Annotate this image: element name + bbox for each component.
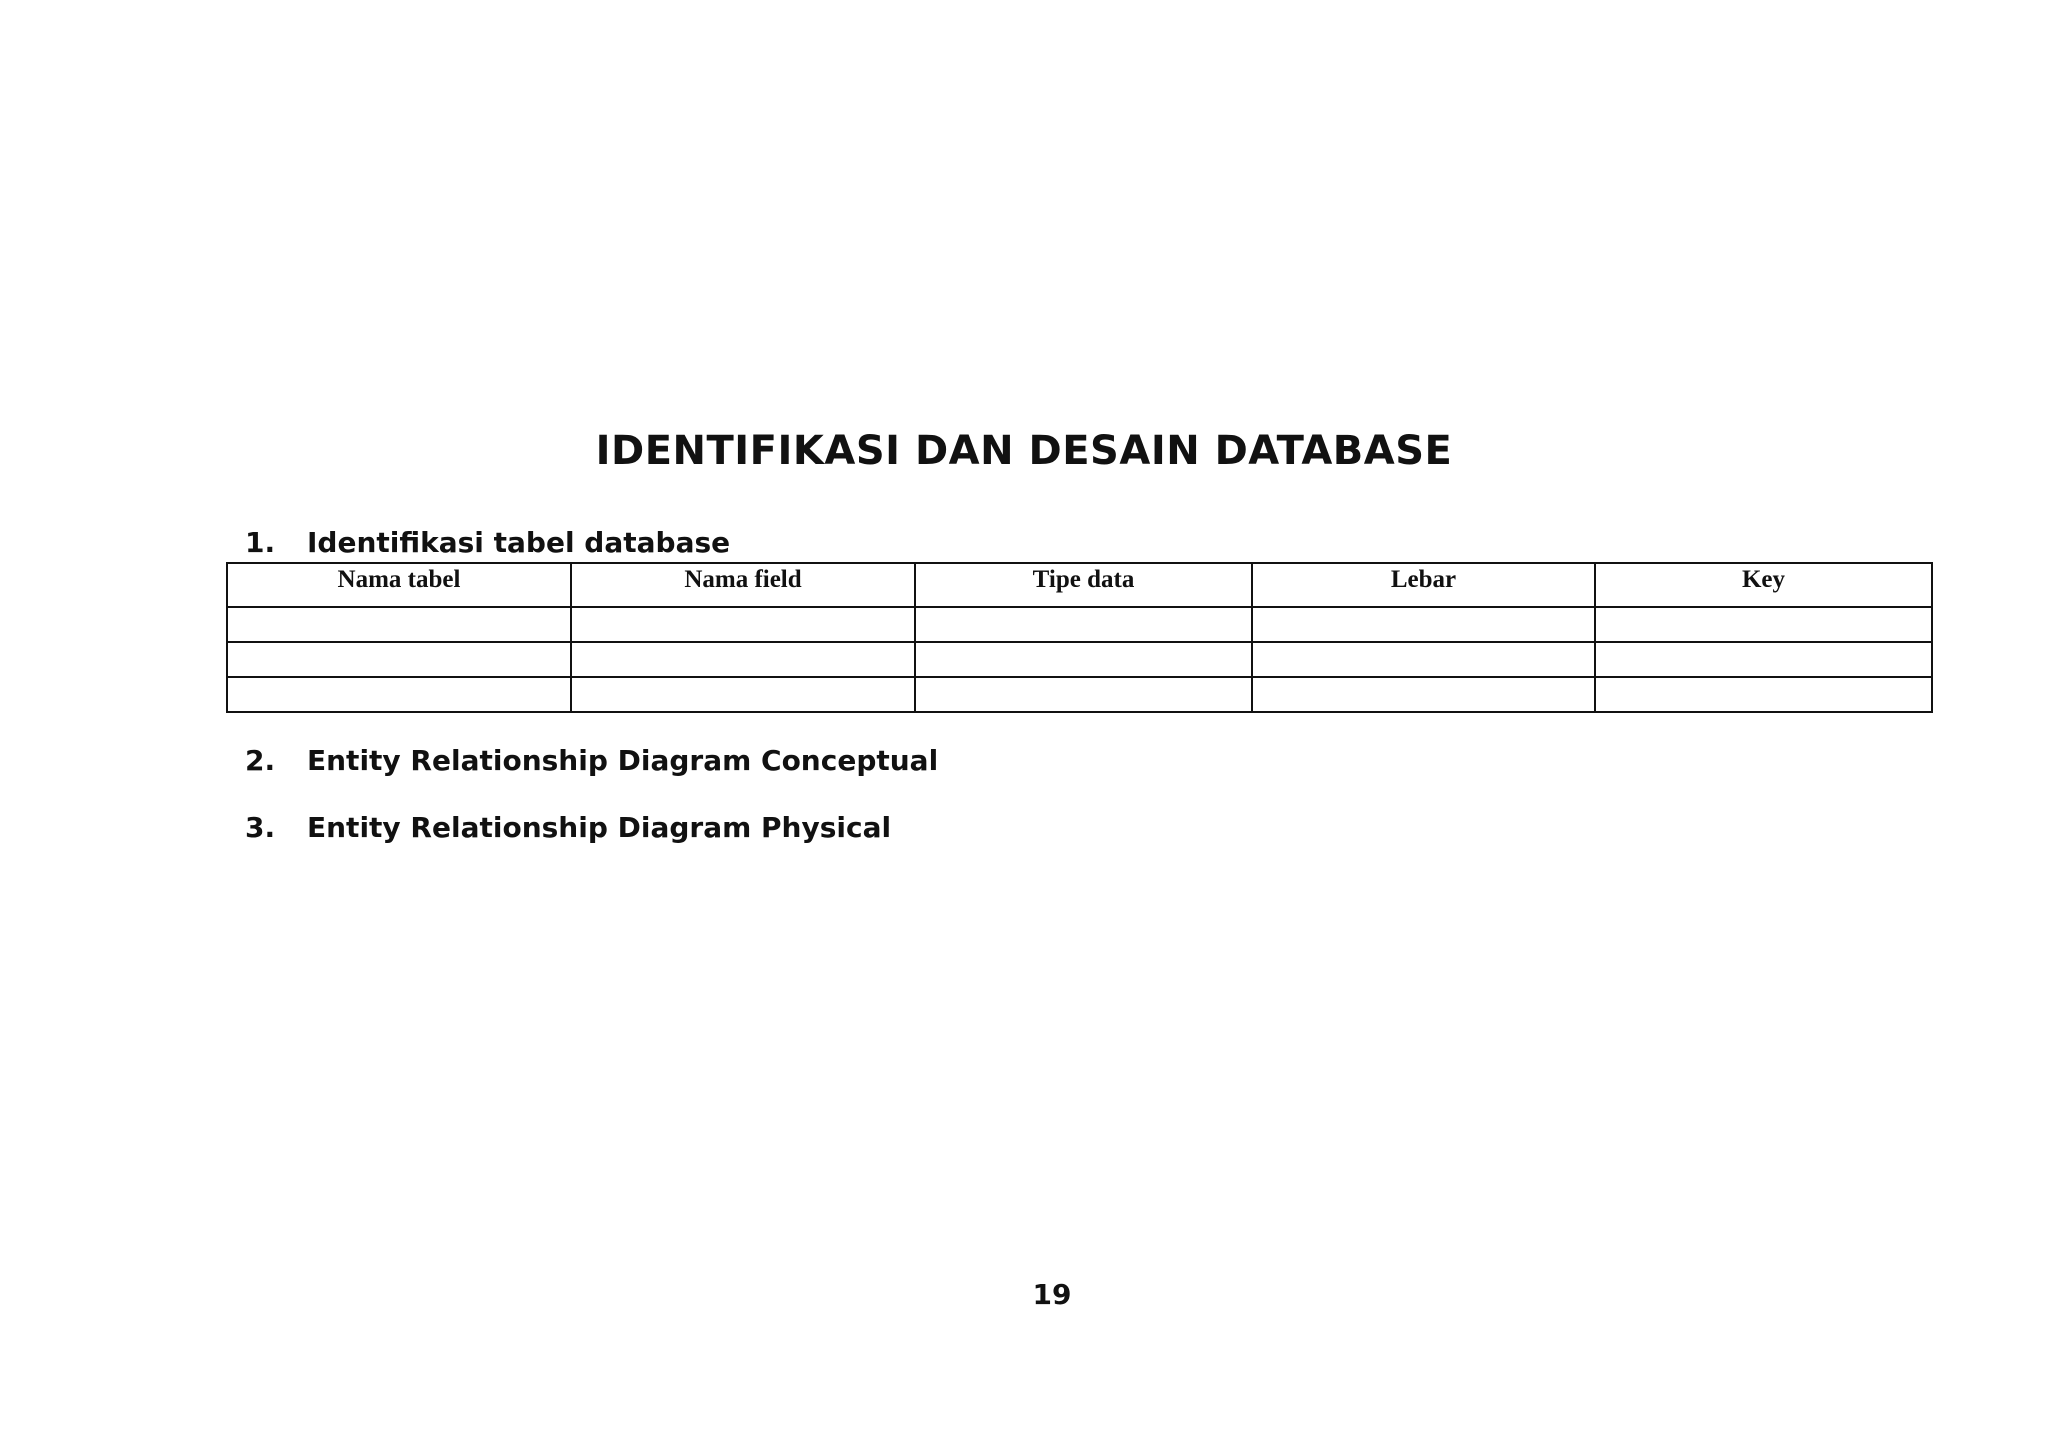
table-row [227, 642, 1932, 677]
table-cell [1595, 642, 1932, 677]
column-header-lebar: Lebar [1252, 563, 1595, 607]
section-label: Entity Relationship Diagram Physical [307, 811, 892, 844]
database-table-identification [226, 562, 1933, 713]
table-cell [915, 642, 1252, 677]
table-cell [1252, 607, 1595, 642]
table-row [227, 677, 1932, 712]
table-cell [227, 677, 571, 712]
table-row [227, 607, 1932, 642]
section-label: Identifikasi tabel database [307, 526, 731, 559]
table-cell [571, 677, 915, 712]
table-cell [915, 607, 1252, 642]
table-cell [1252, 642, 1595, 677]
table-cell [571, 607, 915, 642]
section-1-heading [245, 526, 730, 559]
table-cell [1252, 677, 1595, 712]
table-header-row [227, 563, 1932, 607]
section-number: 2. [245, 744, 276, 777]
table-cell [571, 642, 915, 677]
section-label: Entity Relationship Diagram Conceptual [307, 744, 939, 777]
column-header-nama-tabel: Nama tabel [227, 563, 571, 607]
table-cell [1595, 677, 1932, 712]
section-2-heading [245, 744, 938, 777]
table-cell [915, 677, 1252, 712]
column-header-nama-field: Nama field [571, 563, 915, 607]
page-number: 19 [1032, 1278, 1072, 1311]
table-cell [227, 607, 571, 642]
section-3-heading [245, 811, 891, 844]
column-header-tipe-data: Tipe data [915, 563, 1252, 607]
section-number: 3. [245, 811, 276, 844]
table-cell [1595, 607, 1932, 642]
section-number: 1. [245, 526, 276, 559]
column-header-key: Key [1595, 563, 1932, 607]
page-title: IDENTIFIKASI DAN DESAIN DATABASE [595, 428, 1453, 474]
table-cell [227, 642, 571, 677]
